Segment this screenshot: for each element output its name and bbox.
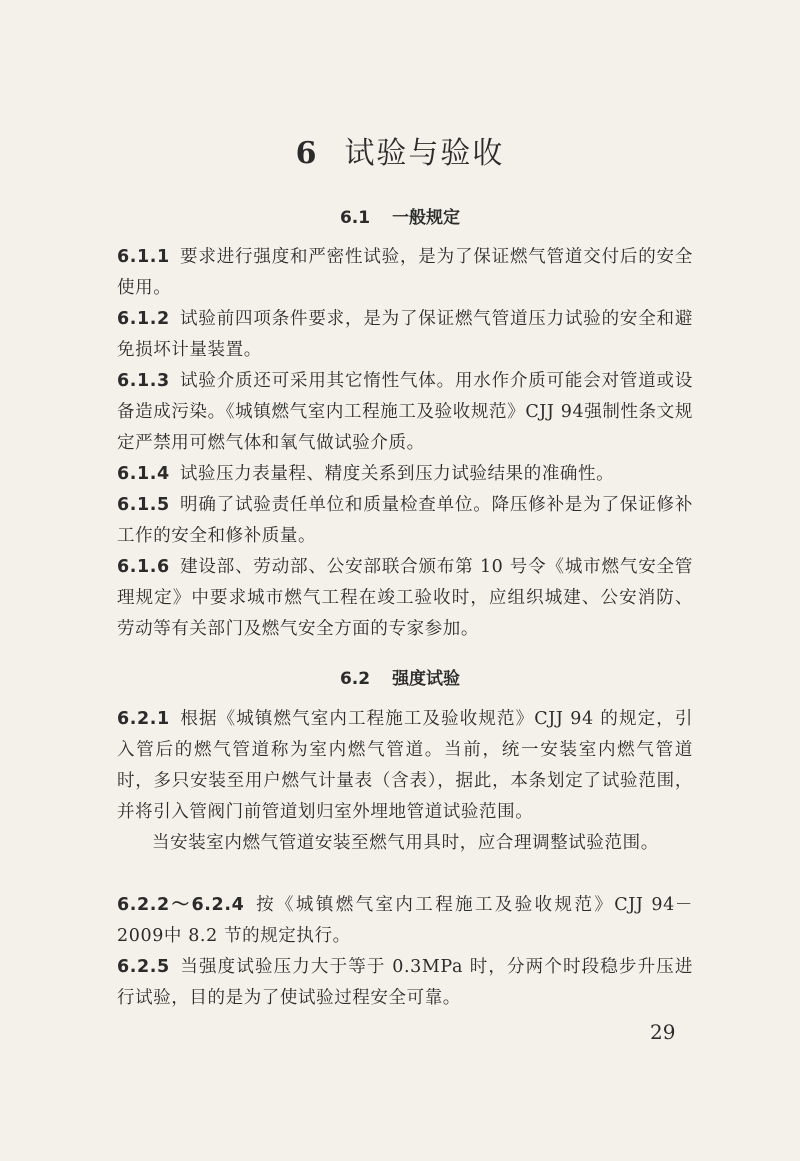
chapter-title xyxy=(0,128,800,172)
section-title-6-2: 6.2 强度试验 xyxy=(339,669,461,689)
chapter-number: 6 xyxy=(295,136,319,171)
clause-6-1-6 xyxy=(117,552,693,645)
clause-number: 6.1.4 xyxy=(117,464,170,484)
clause-text: 当安装室内燃气管道安装至燃气用具时，应合理调整试验范围。 xyxy=(152,833,659,853)
clause-number: 6.2.5 xyxy=(117,957,170,977)
clause-number: 6.1.3 xyxy=(117,371,170,391)
clause-6-2-2-to-6-2-4 xyxy=(117,890,693,952)
clause-text: 根据《城镇燃气室内工程施工及验收规范》CJJ 94 的规定，引入管后的燃气管道称为室内燃气管道。当前，统一安装室内燃气管道时，多只安装至用户燃气计量表（含表），据此，本条划定了试验范围，并将引入管阀门前管道划归室外埋地管道试验范围。 xyxy=(117,709,693,822)
clause-text: 建设部、劳动部、公安部联合颁布第 10 号令《城市燃气安全管理规定》中要求城市燃气工程在竣工验收时，应组织城建、公安消防、劳动等有关部门及燃气安全方面的专家参加。 xyxy=(117,557,693,639)
clause-6-1-5 xyxy=(117,490,693,552)
section-title-6-1: 6.1 一般规定 xyxy=(339,208,461,228)
clause-text: 试验前四项条件要求，是为了保证燃气管道压力试验的安全和避免损坏计量装置。 xyxy=(117,309,693,360)
clause-6-2-1 xyxy=(117,704,693,828)
clause-6-2-5 xyxy=(117,952,693,1014)
clause-number: 6.1.5 xyxy=(117,495,170,515)
clause-number: 6.2.2～6.2.4 xyxy=(117,895,245,915)
clause-number: 6.2.1 xyxy=(117,709,170,729)
clause-text: 当强度试验压力大于等于 0.3MPa 时，分两个时段稳步升压进行试验，目的是为了使试验过程安全可靠。 xyxy=(117,957,693,1008)
clause-6-1-1 xyxy=(117,242,693,304)
chapter-title-text: 试验与验收 xyxy=(344,136,505,171)
clause-6-1-2 xyxy=(117,304,693,366)
clause-text: 要求进行强度和严密性试验，是为了保证燃气管道交付后的安全使用。 xyxy=(117,247,693,298)
clause-text: 试验介质还可采用其它惰性气体。用水作介质可能会对管道或设备造成污染。《城镇燃气室内工程施工及验收规范》CJJ 94强制性条文规定严禁用可燃气体和氧气做试验介质。 xyxy=(117,371,693,453)
clause-number: 6.1.2 xyxy=(117,309,170,329)
page-number: 29 xyxy=(650,1020,676,1044)
clause-6-1-3 xyxy=(117,366,693,459)
clause-6-1-4 xyxy=(117,459,693,490)
clause-number: 6.1.1 xyxy=(117,247,170,267)
clause-text: 按《城镇燃气室内工程施工及验收规范》CJJ 94－2009中 8.2 节的规定执行。 xyxy=(117,895,693,946)
clause-text: 明确了试验责任单位和质量检查单位。降压修补是为了保证修补工作的安全和修补质量。 xyxy=(117,495,693,546)
clause-6-2-1-paragraph-2 xyxy=(117,828,693,859)
clause-text: 试验压力表量程、精度关系到压力试验结果的准确性。 xyxy=(179,464,615,484)
clause-number: 6.1.6 xyxy=(117,557,170,577)
